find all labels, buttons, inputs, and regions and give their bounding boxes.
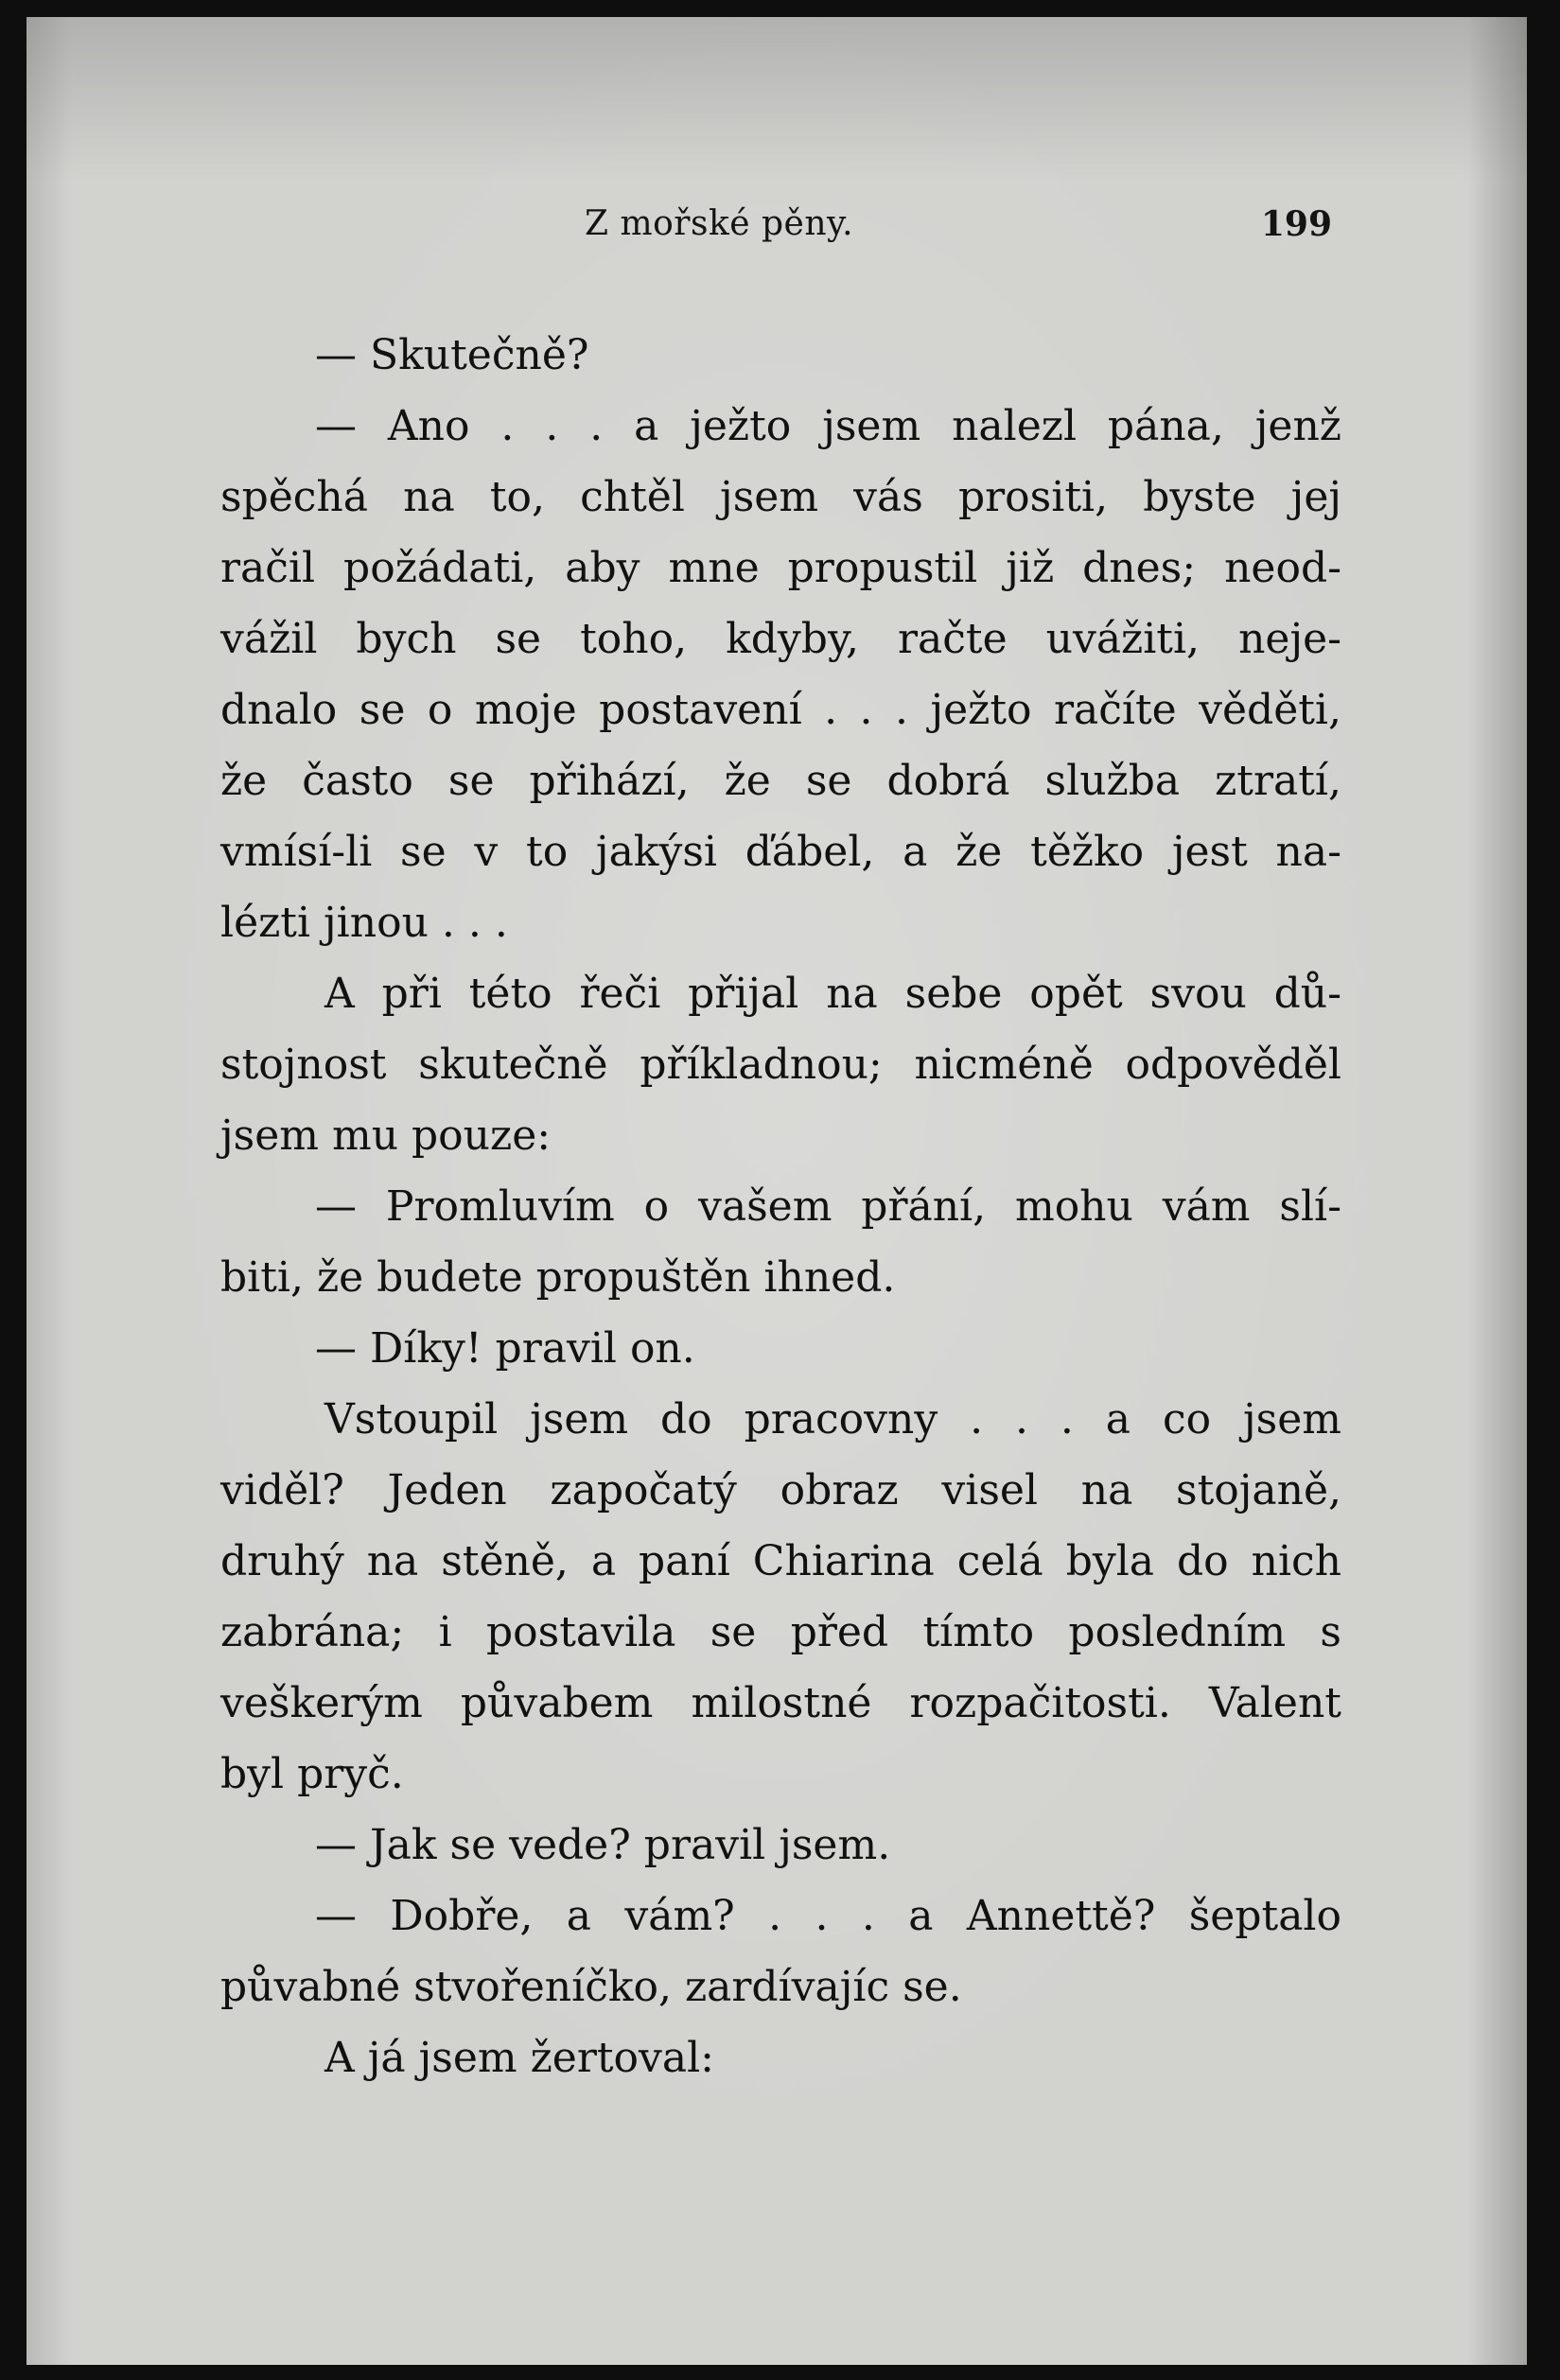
text-line: spěchá na to, chtěl jsem vás prositi, byste jej [220, 473, 1341, 521]
text-line: — Díky! pravil on. [315, 1324, 695, 1373]
text-line: A při této řeči přijal na sebe opět svou dů- [324, 970, 1341, 1018]
text-line: dnalo se o moje postavení . . . ježto račíte věděti, [220, 686, 1341, 734]
text-line: lézti jinou . . . [220, 899, 508, 947]
text-line: vážil bych se toho, kdyby, račte uvážiti, neje- [220, 615, 1341, 663]
text-line: že často se přihází, že se dobrá služba ztratí, [220, 757, 1341, 805]
text-line: — Skutečně? [315, 331, 589, 379]
text-line: druhý na stěně, a paní Chiarina celá byla do nich [220, 1537, 1341, 1585]
text-line: račil požádati, aby mne propustil již dnes; neod- [220, 544, 1341, 592]
text-line: zabrána; i postavila se před tímto posledním s [220, 1608, 1341, 1656]
running-head [585, 204, 1332, 261]
text-line: — Ano . . . a ježto jsem nalezl pána, jenž [315, 402, 1341, 450]
text-line: viděl? Jeden započatý obraz visel na stojaně, [220, 1466, 1341, 1514]
text-line: byl pryč. [220, 1750, 404, 1798]
text-line: vmísí-li se v to jakýsi ďábel, a že těžko jest na- [220, 828, 1341, 876]
text-line: biti, že budete propuštěn ihned. [220, 1253, 896, 1302]
running-head-title: Z mořské pěny. [585, 204, 854, 243]
body-text [220, 320, 1341, 2093]
text-line: veškerým půvabem milostné rozpačitosti. Valent [220, 1679, 1341, 1727]
text-line: — Promluvím o vašem přání, mohu vám slí- [315, 1182, 1341, 1231]
page-number: 199 [1260, 204, 1332, 244]
text-line: — Jak se vede? pravil jsem. [315, 1821, 891, 1869]
book-page [26, 17, 1527, 2365]
text-line: jsem mu pouze: [220, 1111, 552, 1160]
text-line: A já jsem žertoval: [324, 2034, 715, 2082]
text-line: Vstoupil jsem do pracovny . . . a co jsem [324, 1395, 1341, 1444]
text-line: půvabné stvořeníčko, zardívajíc se. [220, 1963, 962, 2011]
text-line: stojnost skutečně příkladnou; nicméně odpověděl [220, 1041, 1341, 1089]
text-line: — Dobře, a vám? . . . a Annettě? šeptalo [315, 1892, 1341, 1940]
